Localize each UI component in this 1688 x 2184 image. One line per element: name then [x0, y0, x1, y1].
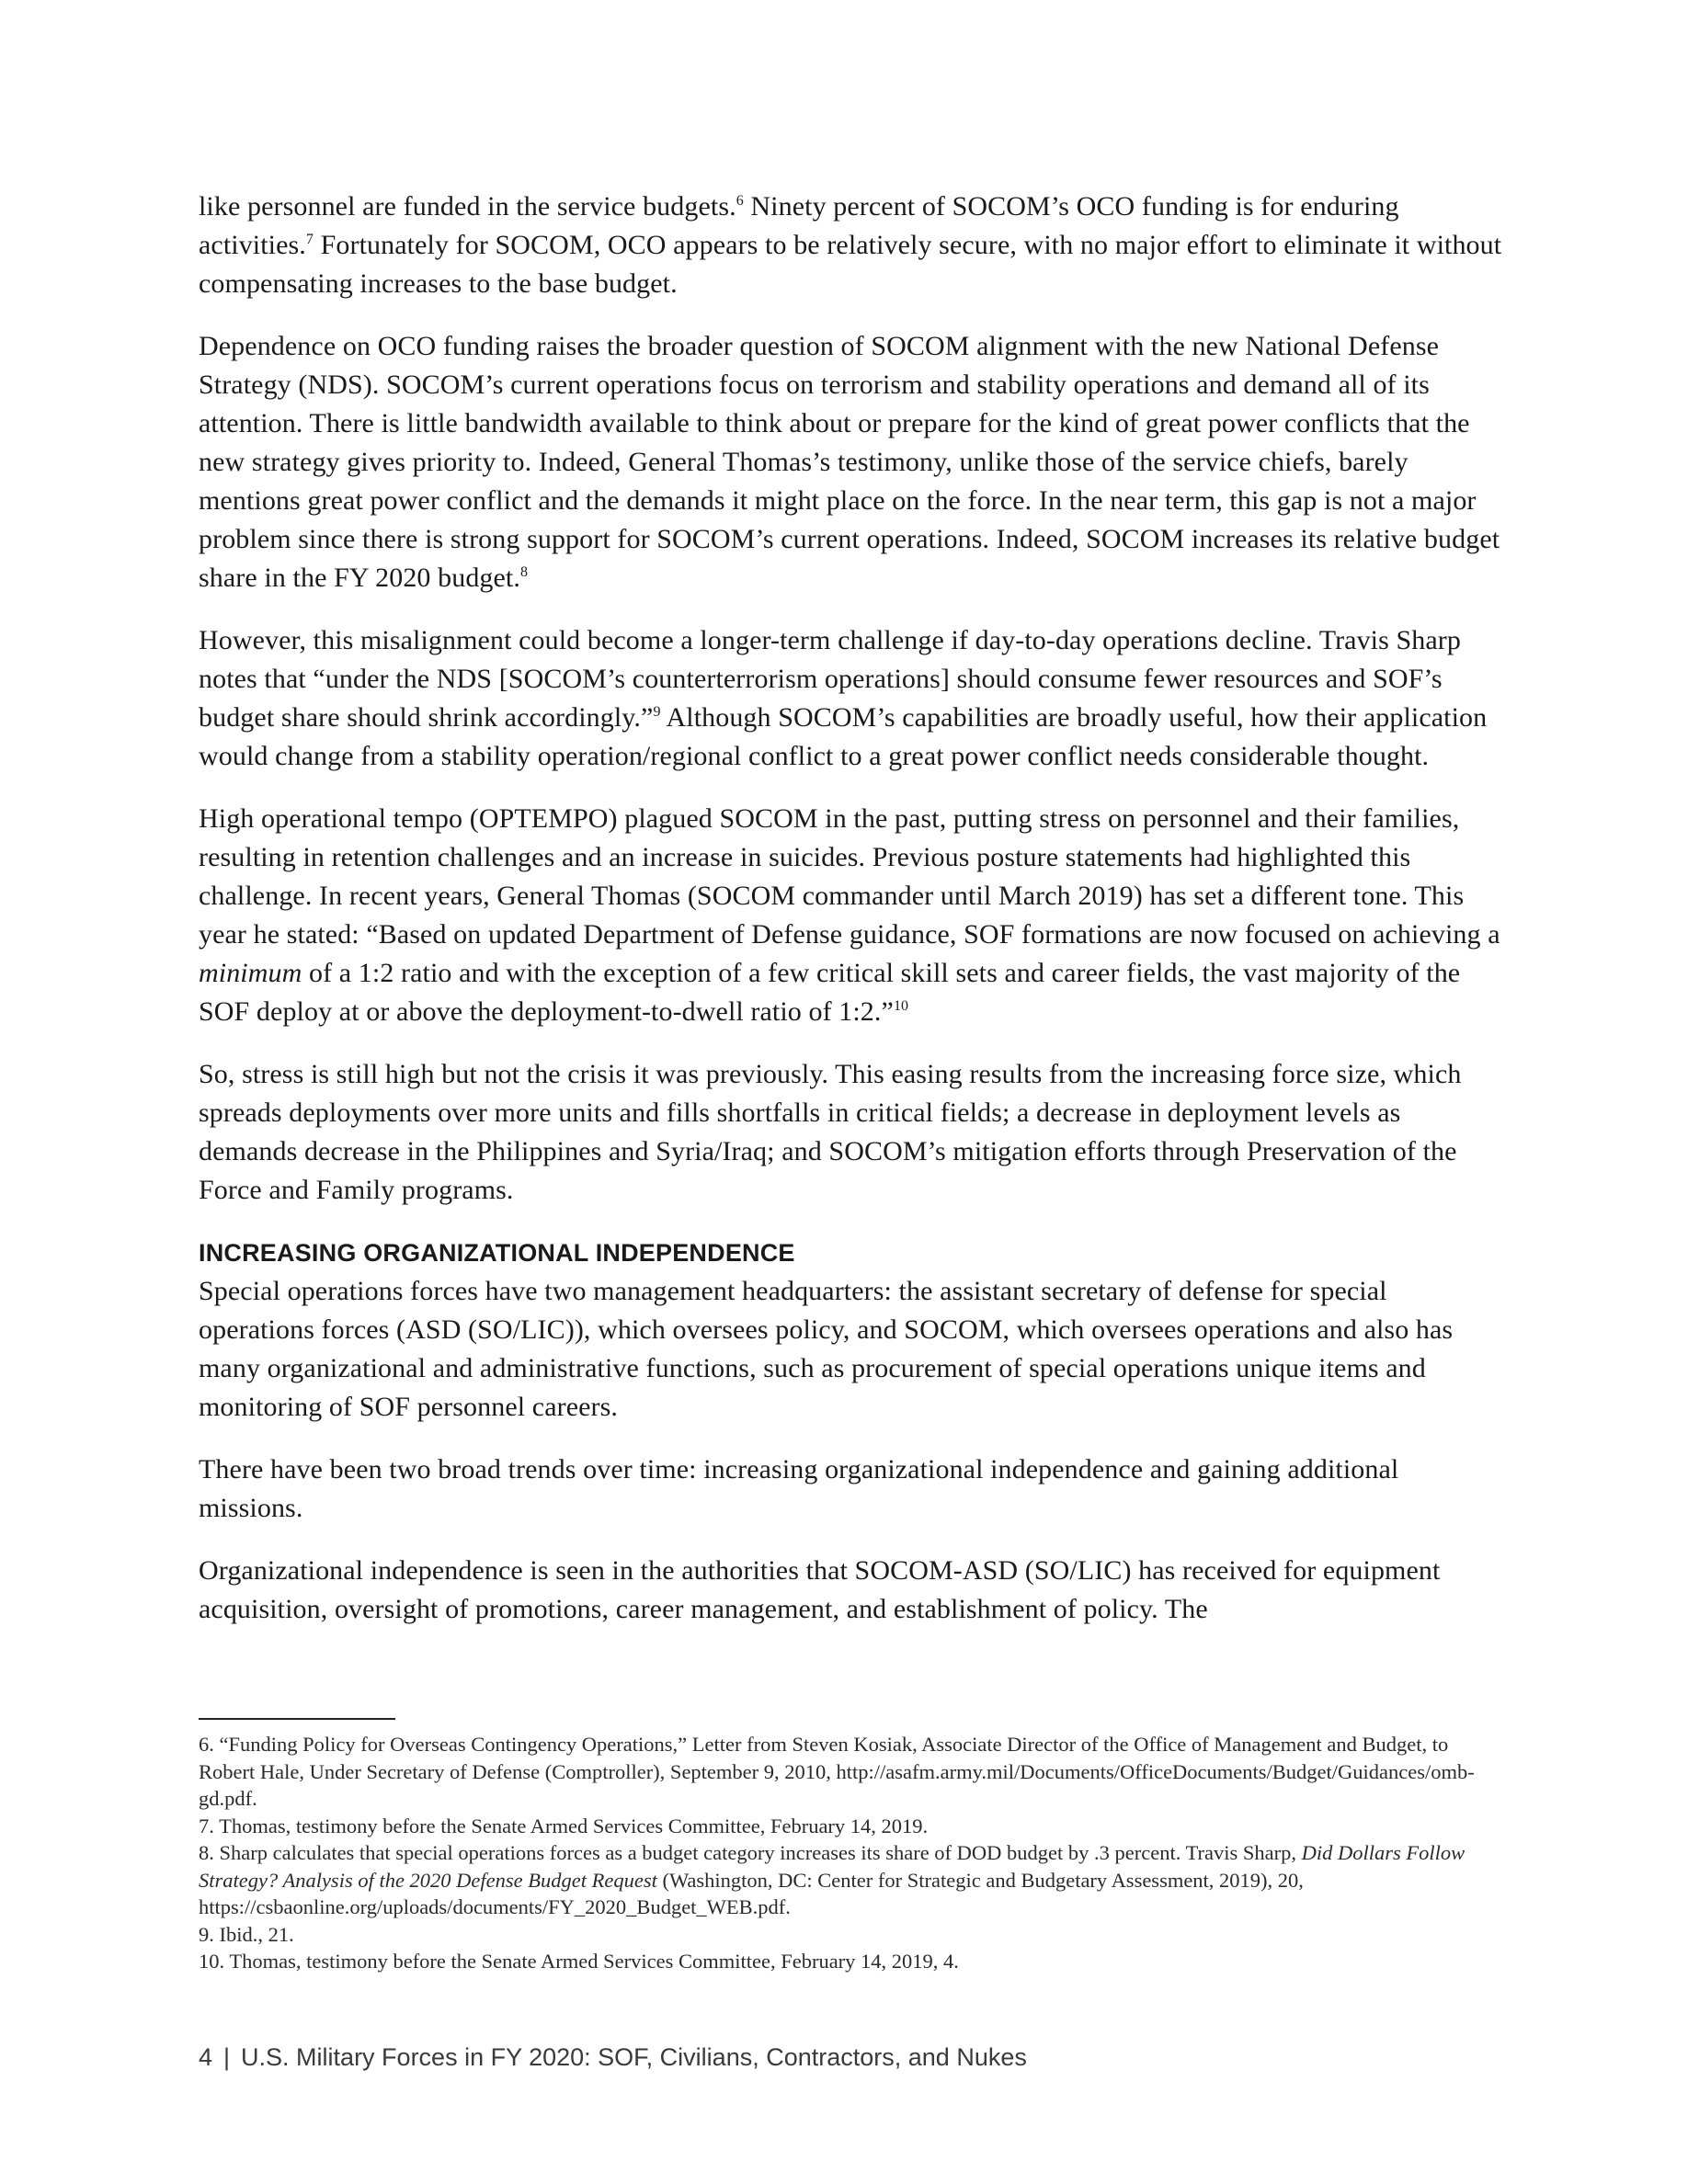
paragraph-text: Dependence on OCO funding raises the broader question of SOCOM alignment with the new National Defense Strategy (NDS). SOCOM’s current operations focus on terrorism and stability operations and demand all of its attention. There is little bandwidth available to think about or prepare for the kind of great power conflicts that the new strategy gives priority to. Indeed, General Thomas’s testimony, unlike those of the service chiefs, barely mentions great power conflict and the demands it might place on the force. In the near term, this gap is not a major problem since there is strong support for SOCOM’s current operations. Indeed, SOCOM increases its relative budget share in the FY 2020 budget. — [199, 331, 1500, 593]
footnote-10: 10. Thomas, testimony before the Senate Armed Services Committee, February 14, 2019, 4. — [199, 1950, 959, 1973]
page-footer — [199, 2041, 1027, 2074]
footnote-ref-9[interactable]: 9 — [653, 704, 661, 720]
paragraph-8: Organizational independence is seen in the authorities that SOCOM-ASD (SO/LIC) has received for equipment acquisition, oversight of promotions, career management, and establishment of policy. The — [199, 1555, 1441, 1624]
footer-separator: | — [223, 2043, 231, 2071]
footnotes — [199, 1731, 1504, 1975]
paragraph-text: High operational tempo (OPTEMPO) plagued SOCOM in the past, putting stress on personnel and their families, resulting in retention challenges and an increase in suicides. Previous posture statements had highlighted this challenge. In recent years, General Thomas (SOCOM commander until March 2019) has set a different tone. This year he stated: “Based on updated Department of Defense guidance, SOF formations are now focused on achieving a — [199, 803, 1500, 950]
paragraph-7: There have been two broad trends over time: increasing organizational independence and gaining additional missions. — [199, 1454, 1399, 1523]
footnote-ref-6[interactable]: 6 — [736, 193, 744, 209]
footnote-ref-8[interactable]: 8 — [519, 564, 529, 580]
footnote-ref-7[interactable]: 7 — [305, 232, 314, 247]
paragraph-text: Ninety percent of SOCOM’s OCO funding is for enduring activities. — [199, 191, 1399, 260]
section-heading: INCREASING ORGANIZATIONAL INDEPENDENCE — [199, 1239, 795, 1267]
paragraph-5: So, stress is still high but not the crisis it was previously. This easing results from the increasing force size, which spreads deployments over more units and fills shortfalls in critical fields; a decrease in deployment levels as demands decrease in the Philippines and Syria/Iraq; and SOCOM’s mitigation efforts through Preservation of the Force and Family programs. — [199, 1059, 1462, 1205]
footnote-text: (Washington, DC: Center for Strategic and Budgetary Assessment, 2019), 20, https://csbaonline.org/uploads/documents/FY_2020_Budget_WEB.pdf. — [199, 1868, 1304, 1918]
footnote-ref-10[interactable]: 10 — [893, 998, 909, 1014]
footnote-8 — [199, 1839, 1504, 1921]
emphasis-text: minimum — [199, 958, 302, 988]
paragraph-6: Special operations forces have two management headquarters: the assistant secretary of defense for special operations forces (ASD (SO/LIC)), which oversees policy, and SOCOM, which oversees operations and also has many organizational and administrative functions, such as procurement of special operations unique items and monitoring of SOF personnel careers. — [199, 1276, 1454, 1422]
footnote-divider — [199, 1718, 395, 1720]
paragraph-text: Fortunately for SOCOM, OCO appears to be relatively secure, with no major effort to eliminate it without compensating increases to the base budget. — [199, 230, 1502, 299]
paragraph-text: of a 1:2 ratio and with the exception of a few critical skill sets and career fields, the vast majority of the SOF deploy at or above the deployment-to-dwell ratio of 1:2.” — [199, 958, 1461, 1027]
paragraph-text: However, this misalignment could become a longer-term challenge if day-to-day operations decline. Travis Sharp notes that “under the NDS [SOCOM’s counterterrorism operations] should consume fewer resources and SOF’s budget share should shrink accordingly.” — [199, 625, 1461, 733]
main-text — [199, 188, 1504, 1653]
footnote-9: 9. Ibid., 21. — [199, 1922, 294, 1946]
paragraph-text: like personnel are funded in the service budgets. — [199, 191, 736, 222]
paragraph-text: Although SOCOM’s capabilities are broadly useful, how their application would change from a stability operation/regional conflict to a great power conflict needs considerable thought. — [199, 702, 1488, 771]
document-title: U.S. Military Forces in FY 2020: SOF, Civilians, Contractors, and Nukes — [241, 2043, 1027, 2071]
footnote-6: 6. “Funding Policy for Overseas Contingency Operations,” Letter from Steven Kosiak, Associate Director of the Office of Management and Budget, to Robert Hale, Under Secretary of Defense (Comptroller), September 9, 2010, http://asafm.army.mil/Documents/OfficeDocuments/Budget/Guidances/omb-gd.pdf. — [199, 1733, 1475, 1810]
paragraph-3 — [199, 621, 1504, 776]
page-number: 4 — [199, 2043, 213, 2071]
paragraph-2 — [199, 327, 1504, 597]
footnote-text: 8. Sharp calculates that special operations forces as a budget category increases its share of DOD budget by .3 percent. Travis Sharp, — [199, 1841, 1302, 1864]
paragraph-4 — [199, 800, 1504, 1031]
footnote-7: 7. Thomas, testimony before the Senate Armed Services Committee, February 14, 2019. — [199, 1814, 929, 1837]
paragraph-1 — [199, 188, 1504, 303]
footnote-title: Did Dollars Follow Strategy? Analysis of the 2020 Defense Budget Request — [199, 1841, 1466, 1892]
